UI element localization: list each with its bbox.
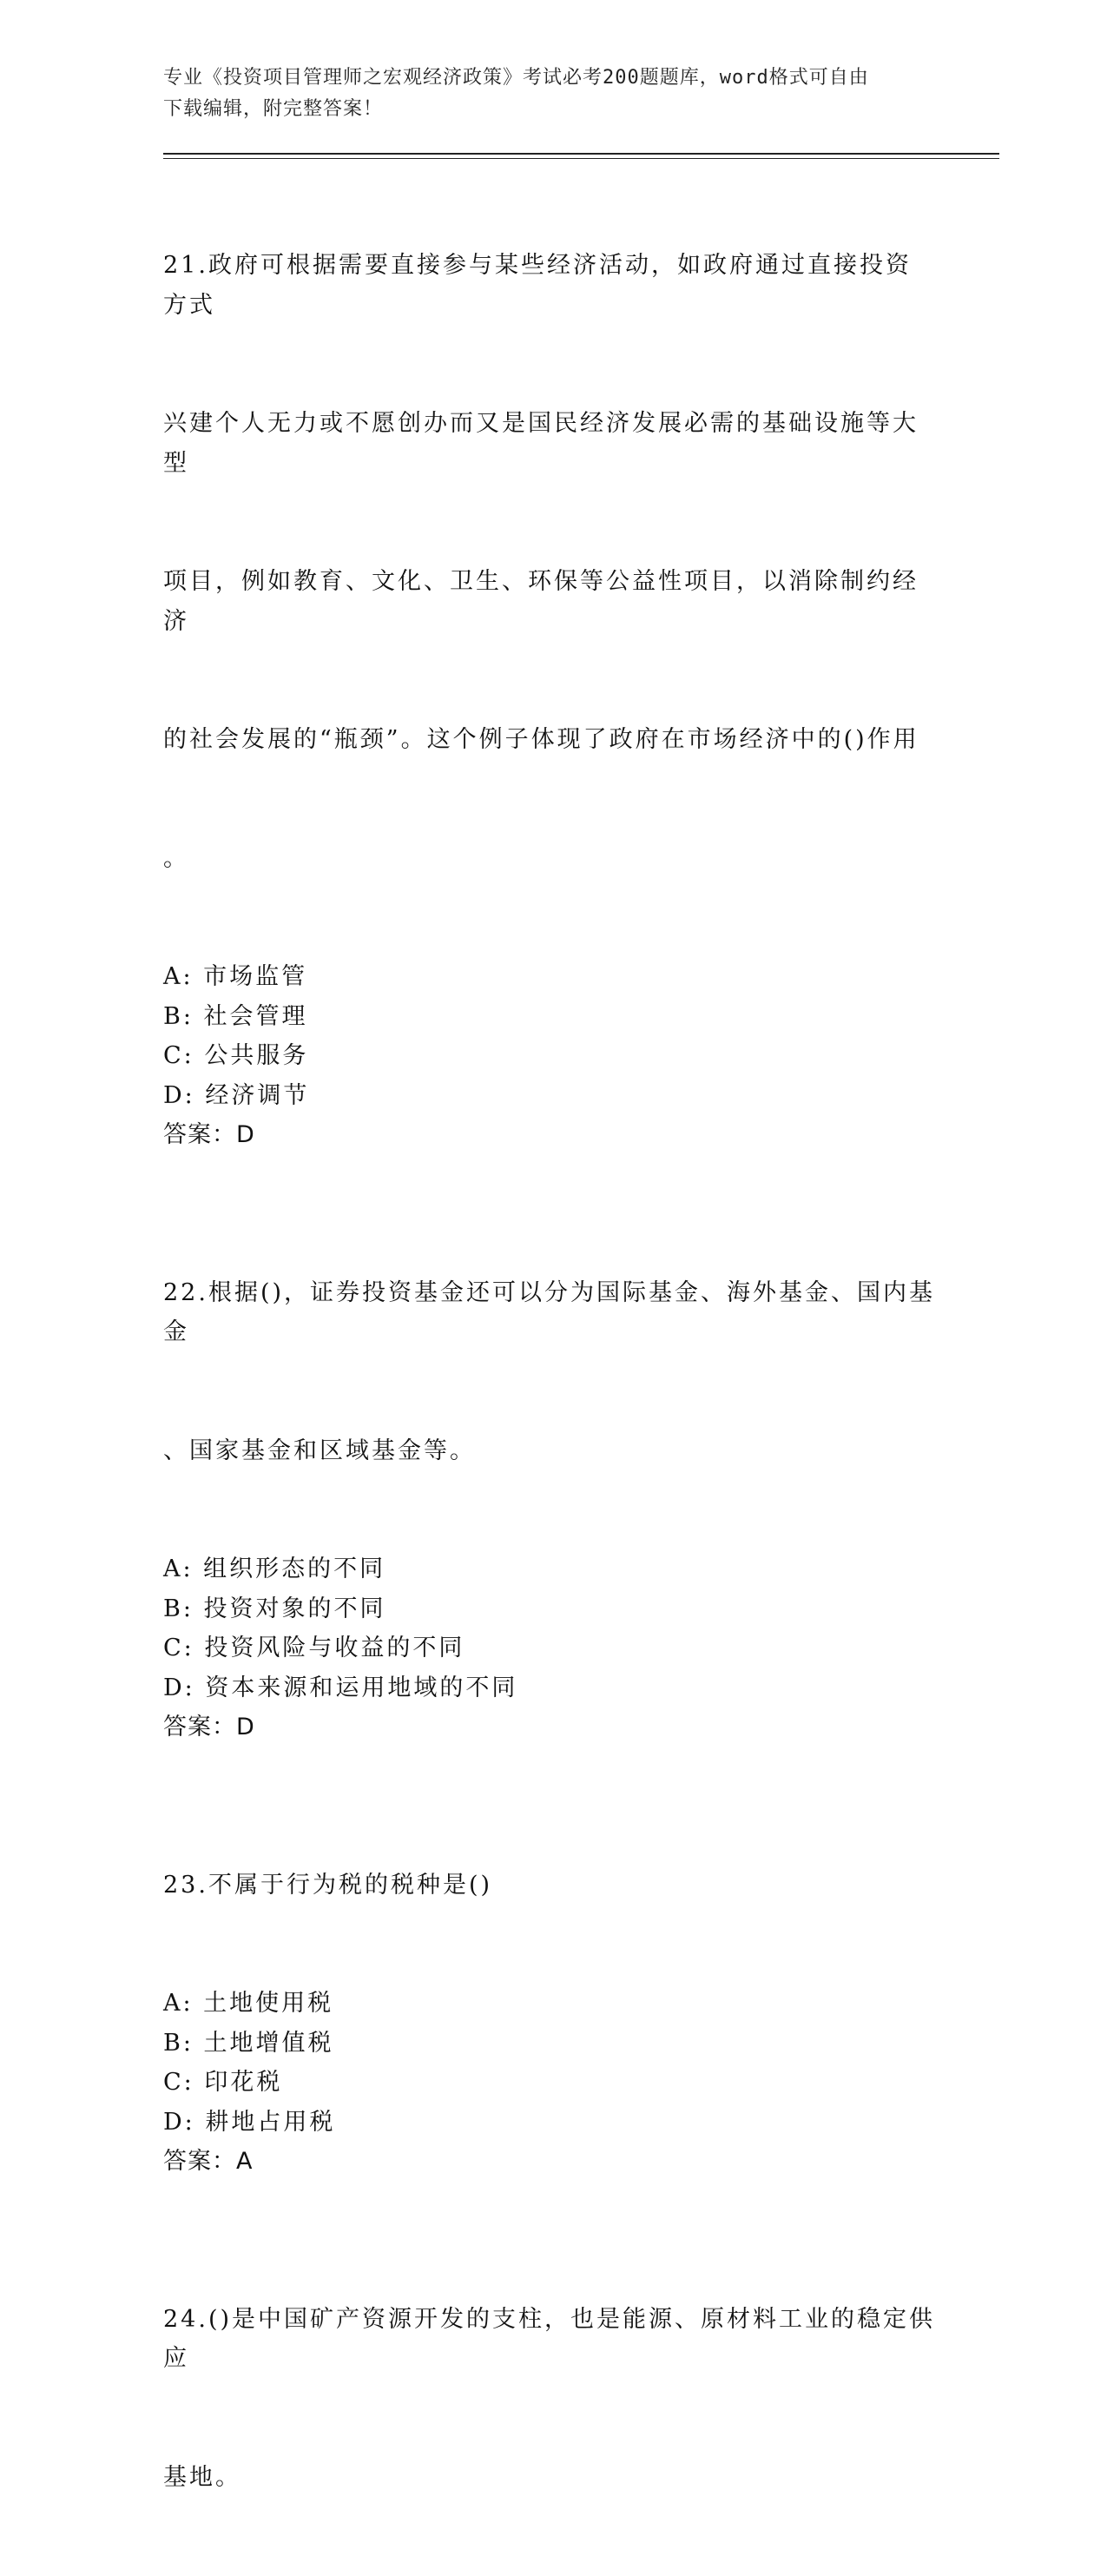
header-line-1: 专业《投资项目管理师之宏观经济政策》考试必考200题题库，word格式可自由 (163, 63, 927, 94)
stem-line: 基地。 (163, 2458, 936, 2498)
question-21 (163, 167, 936, 1155)
stem-line: 的社会发展的“瓶颈”。这个例子体现了政府在市场经济中的()作用 (163, 720, 936, 760)
answer-line: 答案：D (163, 1707, 936, 1747)
option-a: A: 土地使用税 (163, 1984, 936, 2024)
question-stem (163, 167, 936, 957)
answer-line: 答案：A (163, 2142, 936, 2182)
spacer (163, 2182, 936, 2221)
option-b: B: 社会管理 (163, 997, 936, 1037)
option-d: D: 耕地占用税 (163, 2103, 936, 2143)
stem-line: 24.()是中国矿产资源开发的支柱，也是能源、原材料工业的稳定供应 (163, 2300, 936, 2379)
stem-line: 21.政府可根据需要直接参与某些经济活动，如政府通过直接投资方式 (163, 246, 936, 325)
question-list (163, 167, 936, 2576)
stem-line: 22.根据()，证券投资基金还可以分为国际基金、海外基金、国内基金 (163, 1273, 936, 1352)
option-c: C: 公共服务 (163, 1036, 936, 1076)
stem-line: 23.不属于行为税的税种是() (163, 1866, 936, 1906)
option-b: B: 投资对象的不同 (163, 1589, 936, 1629)
stem-line: 项目，例如教育、文化、卫生、环保等公益性项目，以消除制约经济 (163, 562, 936, 641)
option-d: D: 经济调节 (163, 1076, 936, 1116)
question-24 (163, 2221, 936, 2576)
stem-line: 。 (163, 839, 936, 879)
option-c: C: 投资风险与收益的不同 (163, 1628, 936, 1668)
spacer (163, 1155, 936, 1194)
document-header (163, 63, 927, 125)
stem-line: 兴建个人无力或不愿创办而又是国民经济发展必需的基础设施等大型 (163, 404, 936, 483)
stem-line: 、国家基金和区域基金等。 (163, 1431, 936, 1471)
header-line-2: 下载编辑，附完整答案！ (163, 94, 927, 125)
option-a: A: 市场监管 (163, 957, 936, 997)
header-divider-thin (163, 158, 999, 159)
question-stem (163, 1194, 936, 1550)
question-22 (163, 1194, 936, 1747)
option-b: B: 土地增值税 (163, 2024, 936, 2064)
option-a: A: 组织形态的不同 (163, 1549, 936, 1589)
option-c: C: 印花税 (163, 2063, 936, 2103)
question-23 (163, 1787, 936, 2182)
option-d: D: 资本来源和运用地域的不同 (163, 1668, 936, 1708)
question-stem (163, 1787, 936, 1985)
question-stem (163, 2221, 936, 2576)
header-divider-thick (163, 153, 999, 155)
answer-line: 答案：D (163, 1115, 936, 1155)
spacer (163, 1747, 936, 1787)
